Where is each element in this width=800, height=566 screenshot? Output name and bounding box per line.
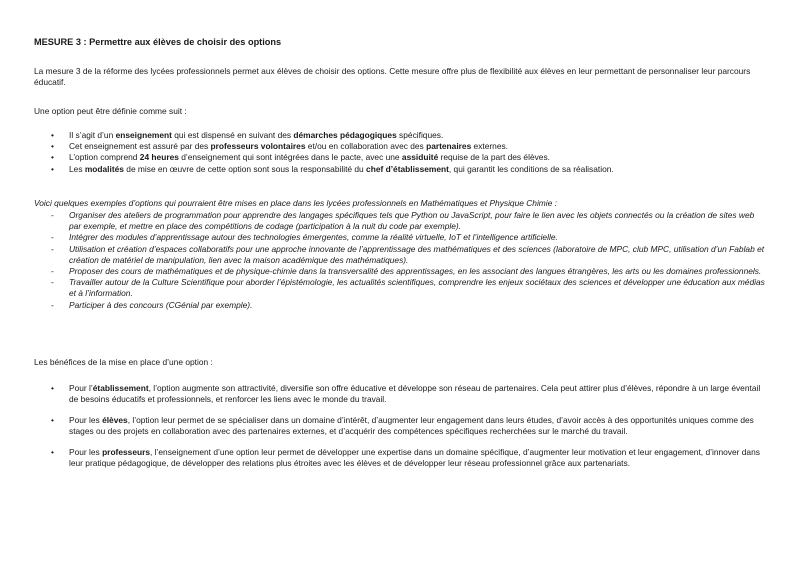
benefits-list [34, 383, 770, 479]
definition-item: • Cet enseignement est assuré par des professeurs volontaires et/ou en collaboration avec des partenaires externes. [34, 141, 770, 152]
example-item: - Utilisation et création d’espaces collaboratifs pour une approche innovante de l’apprentissage des mathématiques et des sciences (laboratoire de MPC, club MPC, utilisation d’un Fablab et création de matériel de manipulation, lien avec la maison académique des mathématiques). [34, 244, 768, 266]
definition-lead: Une option peut être définie comme suit : [34, 106, 187, 116]
benefit-item: • Pour les élèves, l’option leur permet de se spécialiser dans un domaine d’intérêt, d’augmenter leur engagement dans leurs études, d’avoir accès à des opportunités uniques comme des stages ou des projets en collaboration avec des partenaires externes, et d’acquérir des compétences spécifiques recherchées sur le marché du travail. [34, 415, 770, 437]
example-item: - Intégrer des modules d’apprentissage autour des technologies émergentes, comme la réalité virtuelle, IoT et l’intelligence artificielle. [34, 232, 768, 243]
examples-list [34, 210, 768, 311]
definition-item: • Il s’agit d’un enseignement qui est dispensé en suivant des démarches pédagogiques spécifiques. [34, 130, 770, 141]
page-title: MESURE 3 : Permettre aux élèves de choisir des options [34, 37, 282, 47]
example-item: - Organiser des ateliers de programmation pour apprendre des langages spécifiques tels que Python ou JavaScript, pour faire le lien avec les objets connectés ou la création de sites web par exemple, et mettre en place des compétitions de codage (participation à la nuit du code par exemple). [34, 210, 768, 232]
benefit-item: • Pour les professeurs, l’enseignement d’une option leur permet de développer une expertise dans un domaine spécifique, d’augmenter leur motivation et leur engagement, d’innover dans leur pratique pédagogique, de développer des relations plus étroites avec les élèves et de développer leur réseau professionnel grâce aux partenariats. [34, 447, 770, 469]
definition-item: • Les modalités de mise en œuvre de cette option sont sous la responsabilité du chef d’établissement, qui garantit les conditions de sa réalisation. [34, 164, 770, 175]
benefits-lead: Les bénéfices de la mise en place d’une option : [34, 357, 213, 367]
benefit-item: • Pour l’établissement, l’option augmente son attractivité, diversifie son offre éducative et développe son réseau de partenaires. Cela peut attirer plus d’élèves, répondre à un large éventail de besoins éducatifs et professionnels, et renforcer les liens avec le monde du travail. [34, 383, 770, 405]
definition-list [34, 130, 770, 175]
example-item: - Participer à des concours (CGénial par exemple). [34, 300, 768, 311]
definition-item: • L’option comprend 24 heures d’enseignement qui sont intégrées dans le pacte, avec une assiduité requise de la part des élèves. [34, 152, 770, 163]
example-item: - Proposer des cours de mathématiques et de physique-chimie dans la transversalité des apprentissages, en les associant des langues étrangères, les arts ou les domaines professionnels. [34, 266, 768, 277]
intro-paragraph: La mesure 3 de la réforme des lycées professionnels permet aux élèves de choisir des options. Cette mesure offre plus de flexibilité aux élèves en leur permettant de personnaliser leur parcours éducatif. [34, 66, 751, 88]
example-item: - Travailler autour de la Culture Scientifique pour aborder l’épistémologie, les actualités scientifiques, comprendre les enjeux sociétaux des sciences et développer une éducation aux médias et à l’information. [34, 277, 768, 299]
examples-lead: Voici quelques exemples d’options qui pourraient être mises en place dans les lycées professionnels en Mathématiques et Physique Chimie : [34, 198, 557, 208]
